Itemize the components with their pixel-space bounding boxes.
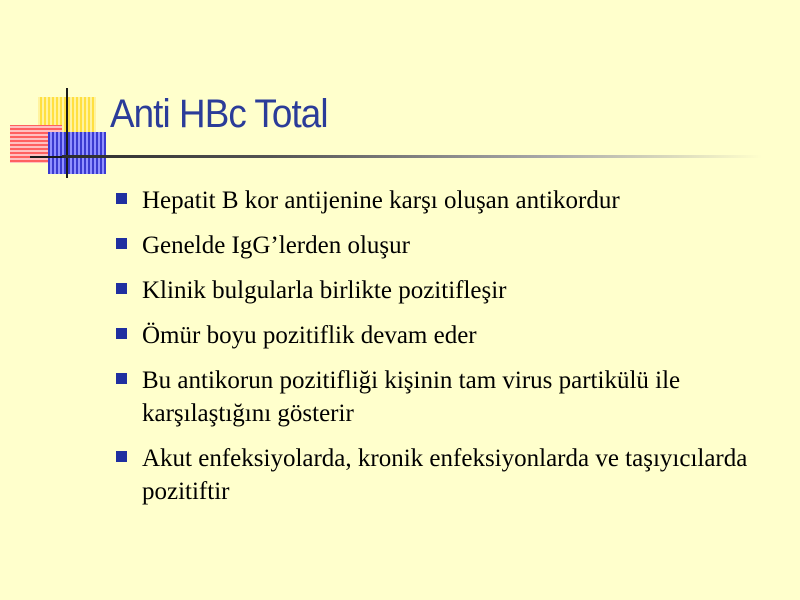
bullet-item: [112, 229, 782, 262]
bullet-item: [112, 184, 782, 217]
square-bullet-icon: [116, 283, 127, 294]
bullet-text: Hepatit B kor antijenine karşı oluşan antikordur: [142, 187, 620, 214]
bullet-text: Klinik bulgularla birlikte pozitifleşir: [142, 277, 507, 304]
bullet-list: [112, 184, 782, 520]
square-bullet-icon: [116, 238, 127, 249]
bullet-item: [112, 442, 782, 508]
slide-title: Anti HBc Total: [110, 92, 328, 136]
title-divider: [62, 155, 762, 158]
decorative-logo-graphic: [0, 0, 120, 190]
square-bullet-icon: [116, 451, 127, 462]
square-bullet-icon: [116, 193, 127, 204]
bullet-text: Akut enfeksiyolarda, kronik enfeksiyonlarda ve taşıyıcılarda pozitiftir: [142, 445, 748, 505]
bullet-text: Ömür boyu pozitiflik devam eder: [142, 322, 477, 349]
bullet-text: Genelde IgG’lerden oluşur: [142, 232, 410, 259]
square-bullet-icon: [116, 328, 127, 339]
bullet-text: Bu antikorun pozitifliği kişinin tam virus partikülü ile karşılaştığını gösterir: [142, 367, 681, 427]
bullet-item: [112, 319, 782, 352]
bullet-item: [112, 274, 782, 307]
square-bullet-icon: [116, 373, 127, 384]
bullet-item: [112, 364, 782, 430]
